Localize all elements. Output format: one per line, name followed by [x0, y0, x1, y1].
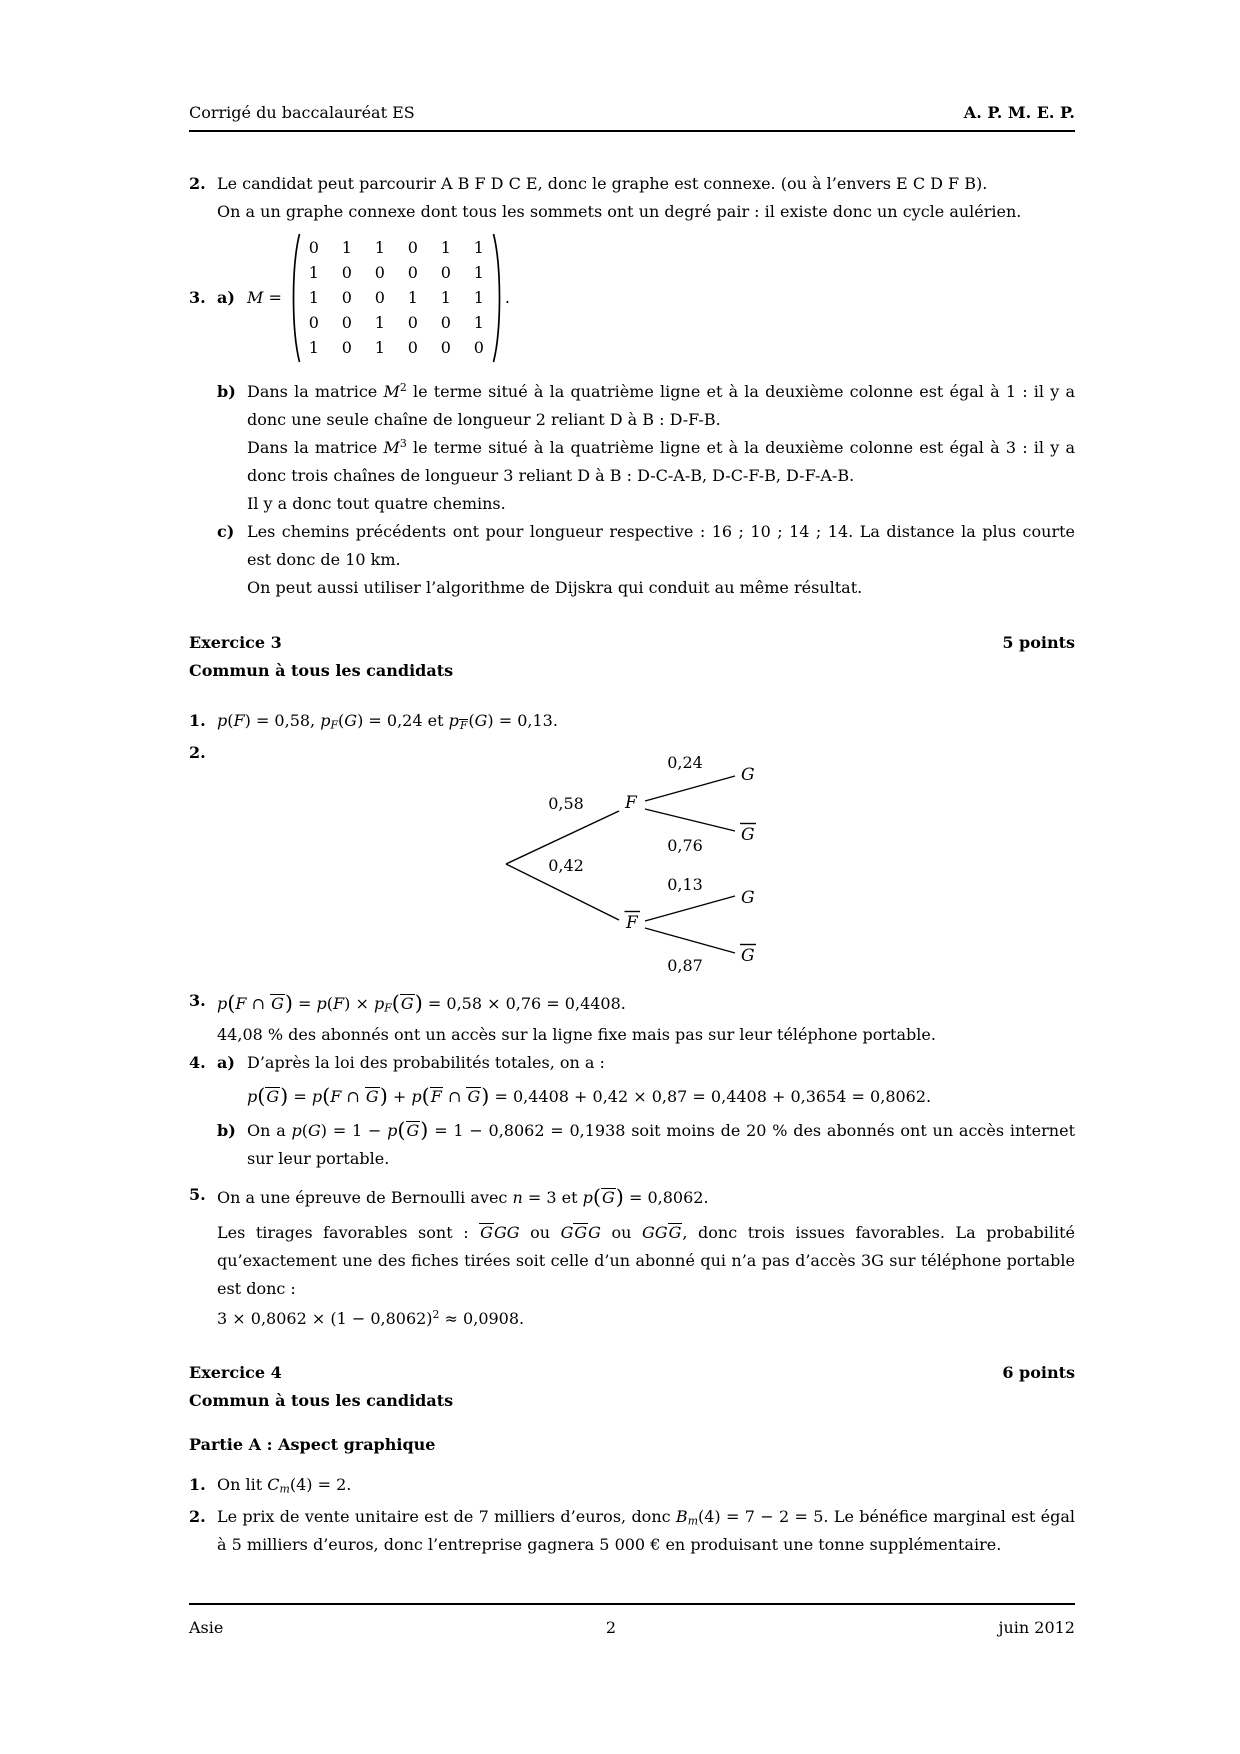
text-run: Les tirages favorables sont : [217, 1223, 480, 1242]
text-run: p [291, 1121, 302, 1140]
paragraph: On a un graphe connexe dont tous les sommets ont un degré pair : il existe donc un cycle aulérien. [217, 202, 1022, 221]
text-run: On a [247, 1121, 292, 1140]
adjacency-matrix [303, 236, 490, 361]
matrix-cell: 0 [440, 313, 451, 332]
exercise4-subtitle: Commun à tous les candidats [189, 1391, 454, 1410]
tree-branch-label: 0,13 [667, 875, 703, 894]
text-run: ) [284, 991, 293, 1015]
item-number: 4. [189, 1053, 206, 1072]
text-run: G [308, 1121, 321, 1140]
text-run: ) × [344, 994, 374, 1013]
text-run: ) [280, 1084, 289, 1108]
matrix-cell: 1 [374, 313, 385, 332]
subitem-body [247, 1049, 1075, 1117]
paragraph [217, 1219, 1075, 1303]
text-run: F [459, 719, 468, 733]
text-run: (4) = 2. [289, 1475, 352, 1494]
text-run: On a une épreuve de Bernoulli avec [217, 1188, 513, 1207]
item-2 [189, 170, 1075, 226]
subitem-b [217, 1117, 1075, 1173]
item-number: 5. [189, 1185, 206, 1204]
item-number: 2. [189, 1507, 206, 1526]
text-run: = 0,58 × 0,76 = 0,4408. [422, 994, 626, 1013]
matrix-cell: 0 [308, 238, 319, 257]
text-run: = 3 et [522, 1188, 583, 1207]
text-run: G [668, 1223, 682, 1242]
text-run: G [266, 1087, 280, 1106]
subitem-body [247, 378, 1075, 518]
text-run: ( [326, 994, 334, 1013]
text-run: ou [519, 1223, 561, 1242]
text-run: G [560, 1223, 574, 1242]
text-run: G [588, 1223, 601, 1242]
tree-branch [645, 776, 735, 801]
paragraph: Les chemins précédents ont pour longueur respective : 16 ; 10 ; 14 ; 14. La distance la plus courte est donc de 10 km. [247, 522, 1075, 569]
formula [217, 1181, 1075, 1215]
tree-branch-label: 0,76 [667, 836, 703, 855]
item-body [217, 1503, 1075, 1559]
paragraph [247, 434, 1075, 490]
matrix-cell: 0 [407, 338, 418, 357]
text-run: ou [600, 1223, 643, 1242]
formula [247, 1080, 1075, 1114]
text-run: Dans la matrice [247, 438, 384, 457]
matrix-cell: 0 [473, 338, 484, 357]
paragraph [217, 1305, 1075, 1333]
item-3 [189, 232, 1075, 602]
tree-branch [645, 809, 735, 831]
exercise-points: 5 points [1002, 633, 1075, 652]
subitem-letter: a) [217, 1053, 235, 1072]
item-body [217, 987, 1075, 1049]
text-run: p [247, 1087, 258, 1106]
paragraph [247, 1117, 1075, 1173]
text-run: = [292, 994, 317, 1013]
matrix-cell: 0 [407, 263, 418, 282]
text-run: p [316, 994, 327, 1013]
tree-branch-label: 0,42 [548, 856, 584, 875]
tree-branch-label: 0,58 [548, 794, 584, 813]
tree-branch [645, 928, 735, 953]
text-run: 3 [399, 437, 407, 451]
item-number: 3. [189, 288, 206, 307]
text-run: p [373, 994, 385, 1013]
text-run: m [279, 1482, 290, 1496]
text-run: F [233, 711, 245, 730]
matrix-cell: 0 [308, 313, 319, 332]
text-run: B [675, 1507, 688, 1526]
matrix-cell: 1 [308, 338, 319, 357]
tree-branch-label: 0,24 [667, 753, 703, 772]
text-run: , donc trois issues favorables. La probabilité qu’exactement une des fiches tirées soit celle d’un abonné qui n’a pas d’accès 3G sur téléphone portable est donc : [217, 1223, 1076, 1298]
subitem-letter: a) [217, 288, 235, 307]
page-footer [189, 1603, 1075, 1639]
matrix-cell: 1 [440, 238, 451, 257]
matrix-row [189, 232, 1075, 364]
text-run: (4) = 7 − 2 = 5. Le bénéfice marginal est égal à 5 milliers d’euros, donc l’entreprise gagnera 5 000 € en produisant une tonne supplémentaire. [217, 1507, 1075, 1554]
matrix-cell: 1 [440, 288, 451, 307]
text-run: p [311, 1087, 323, 1106]
exercise-points: 6 points [1002, 1363, 1075, 1382]
text-run: M [383, 438, 400, 457]
tree-node-F: F [625, 793, 637, 813]
matrix-cell: 1 [308, 263, 319, 282]
item-number: 3. [189, 991, 206, 1010]
matrix-cell: 0 [341, 313, 352, 332]
e3-item-3 [189, 987, 1075, 1049]
text-run: F [330, 718, 339, 732]
matrix-cell: 0 [440, 263, 451, 282]
text-run: p [217, 711, 228, 730]
text-run: p [217, 994, 228, 1013]
matrix-cell: 0 [341, 338, 352, 357]
text-run: ( [227, 711, 234, 730]
footer-left: Asie [189, 1618, 224, 1637]
text-run: G [601, 1188, 615, 1207]
e3-item-5 [189, 1181, 1075, 1333]
text-run: 2 [432, 1308, 440, 1322]
text-run: G [406, 1121, 420, 1140]
matrix-cell: 1 [473, 313, 484, 332]
text-run: = [263, 288, 282, 307]
e3-item-2 [189, 739, 1075, 977]
text-run: ) [379, 1084, 388, 1108]
exercise3-subtitle: Commun à tous les candidats [189, 661, 454, 680]
footer-right: juin 2012 [998, 1618, 1075, 1637]
tree-node-Gbar2: G [741, 946, 755, 966]
text-run: le terme situé à la quatrième ligne et à la deuxième colonne est égal à 3 : il y a donc trois chaînes de longueur 3 reliant D à B : D-C-A-B, D-C-F-B, D-F-A-B. [247, 438, 1075, 485]
text-run: ( [227, 991, 236, 1015]
text-run: F [235, 994, 247, 1013]
e3-item-4 [189, 1049, 1075, 1173]
matrix-paren-right [492, 232, 505, 364]
text-run: F [384, 1001, 392, 1015]
text-run: = 1 − 0,8062 = 0,1938 soit moins de 20 % des abonnés ont un accès internet sur leur portable. [247, 1121, 1075, 1168]
text-run: ( [592, 1185, 601, 1209]
text-run: G [574, 1223, 588, 1242]
text-run: ( [391, 991, 400, 1015]
text-run: p [582, 1188, 593, 1207]
text-run: G [344, 711, 358, 730]
matrix-paren-left [288, 232, 301, 364]
text-run: ∩ [442, 1087, 467, 1106]
text-run: ( [468, 711, 475, 730]
text-run: ) = 0,13. [487, 711, 558, 730]
matrix-cell: 0 [341, 263, 352, 282]
text-run: Le prix de vente unitaire est de 7 milliers d’euros, donc [217, 1507, 676, 1526]
text-run: GG [642, 1223, 668, 1242]
text-run: G [365, 1087, 379, 1106]
text-run: p [320, 711, 331, 730]
text-run: ) [420, 1118, 429, 1142]
item-body [217, 1181, 1075, 1333]
text-run: ( [257, 1084, 266, 1108]
matrix-cell: 0 [374, 288, 385, 307]
text-run: G [400, 994, 414, 1013]
matrix-cell: 1 [473, 288, 484, 307]
text-run: = 0,8062. [623, 1188, 709, 1207]
text-run: 2 [399, 381, 407, 395]
text-run: le terme situé à la quatrième ligne et à la deuxième colonne est égal à 1 : il y a donc une seule chaîne de longueur 2 reliant D à B : D-F-B. [247, 382, 1075, 429]
text-run: = [288, 1087, 312, 1106]
item-body [217, 1049, 1075, 1173]
subitem-body [247, 518, 1075, 602]
subitem-letter: c) [217, 522, 235, 541]
header-title: Corrigé du baccalauréat ES [189, 103, 415, 122]
matrix-cell: 0 [374, 263, 385, 282]
tree-node-G1: G [741, 765, 755, 785]
subitem-a [217, 1049, 1075, 1117]
part-a-title: Partie A : Aspect graphique [189, 1435, 436, 1454]
matrix-cell: 1 [374, 338, 385, 357]
text-run: ) = 0,58, [244, 711, 321, 730]
paragraph: On peut aussi utiliser l’algorithme de Dijskra qui conduit au même résultat. [247, 578, 863, 597]
matrix-cell: 1 [473, 263, 484, 282]
item-number: 1. [189, 711, 206, 730]
formula [217, 987, 1075, 1021]
text-run: 3 × 0,8062 × (1 − 0,8062) [217, 1309, 433, 1328]
matrix-cell: 1 [473, 238, 484, 257]
text-run: ∩ [246, 994, 271, 1013]
subitems [217, 378, 1075, 602]
matrix-cell: 0 [440, 338, 451, 357]
exercise3-header [189, 629, 1075, 657]
page-header [189, 0, 1075, 132]
text-run: ) [481, 1084, 490, 1108]
text-run: M [247, 288, 264, 307]
matrix-cell: 0 [407, 238, 418, 257]
text-run: G [467, 1087, 481, 1106]
text-run: ( [421, 1084, 430, 1108]
tree-branch-label: 0,87 [667, 956, 703, 975]
matrix-period: . [504, 288, 510, 307]
paragraph: 44,08 % des abonnés ont un accès sur la ligne fixe mais pas sur leur téléphone portable. [217, 1025, 936, 1044]
matrix-cell: 1 [374, 238, 385, 257]
text-run: ( [322, 1084, 331, 1108]
item-body [217, 1471, 1075, 1499]
matrix-cell: 1 [407, 288, 418, 307]
matrix-lhs [247, 284, 282, 312]
text-run: M [383, 382, 400, 401]
text-run: F [330, 1087, 342, 1106]
tree-node-G2: G [741, 888, 755, 908]
exercise4-header [189, 1359, 1075, 1387]
text-run: ) = 1 − [320, 1121, 388, 1140]
text-run: G [474, 711, 488, 730]
text-run: GG [493, 1223, 520, 1242]
matrix-cell: 1 [341, 238, 352, 257]
text-run: p [448, 711, 459, 730]
paragraph [247, 378, 1075, 434]
text-run: ∩ [341, 1087, 365, 1106]
item-body [217, 739, 1075, 977]
paragraph: Il y a donc tout quatre chemins. [247, 494, 506, 513]
item-number: 2. [189, 174, 206, 193]
footer-page-number: 2 [605, 1618, 617, 1637]
matrix-cell: 0 [407, 313, 418, 332]
subitem-letter: b) [217, 382, 236, 401]
text-run: On lit [217, 1475, 268, 1494]
text-run: ( [338, 711, 345, 730]
item-number: 1. [189, 1475, 206, 1494]
matrix-cell: 0 [341, 288, 352, 307]
page-content [189, 0, 1075, 1559]
subitem-b [217, 378, 1075, 518]
e4-item-2 [189, 1503, 1075, 1559]
text-run: Dans la matrice [247, 382, 384, 401]
subitem-body [247, 1117, 1075, 1173]
exercise-title: Exercice 4 [189, 1363, 282, 1382]
text-run: + [387, 1087, 412, 1106]
header-org: A. P. M. E. P. [963, 103, 1075, 122]
item-number: 2. [189, 743, 206, 762]
subitem-c [217, 518, 1075, 602]
text-run: G [480, 1223, 493, 1242]
paragraph: D’après la loi des probabilités totales, on a : [247, 1053, 605, 1072]
text-run: p [411, 1087, 422, 1106]
item-body [217, 170, 1075, 226]
text-run: p [387, 1121, 398, 1140]
text-run: n [512, 1188, 523, 1207]
text-run: ( [397, 1118, 406, 1142]
text-run: ≈ 0,0908. [439, 1309, 525, 1328]
matrix-cell: 1 [308, 288, 319, 307]
text-run: F [430, 1087, 442, 1106]
tree-node-Fbar: F [626, 913, 638, 933]
subitem-letter: b) [217, 1121, 236, 1140]
tree-branch [645, 896, 735, 921]
e4-item-1 [189, 1471, 1075, 1499]
text-run: F [333, 994, 345, 1013]
text-run: m [687, 1514, 698, 1528]
tree-node-Gbar1: G [741, 825, 755, 845]
exercise-title: Exercice 3 [189, 633, 282, 652]
text-run: ( [301, 1121, 309, 1140]
probability-tree [478, 727, 798, 977]
text-run: C [267, 1475, 280, 1494]
text-run: G [271, 994, 284, 1013]
text-run: ) = 0,24 et [357, 711, 449, 730]
paragraph: Le candidat peut parcourir A B F D C E, donc le graphe est connexe. (ou à l’envers E C D F B). [217, 174, 988, 193]
text-run: ) [615, 1185, 624, 1209]
text-run: = 0,4408 + 0,42 × 0,87 = 0,4408 + 0,3654 = 0,8062. [489, 1087, 932, 1106]
text-run: ) [414, 991, 423, 1015]
